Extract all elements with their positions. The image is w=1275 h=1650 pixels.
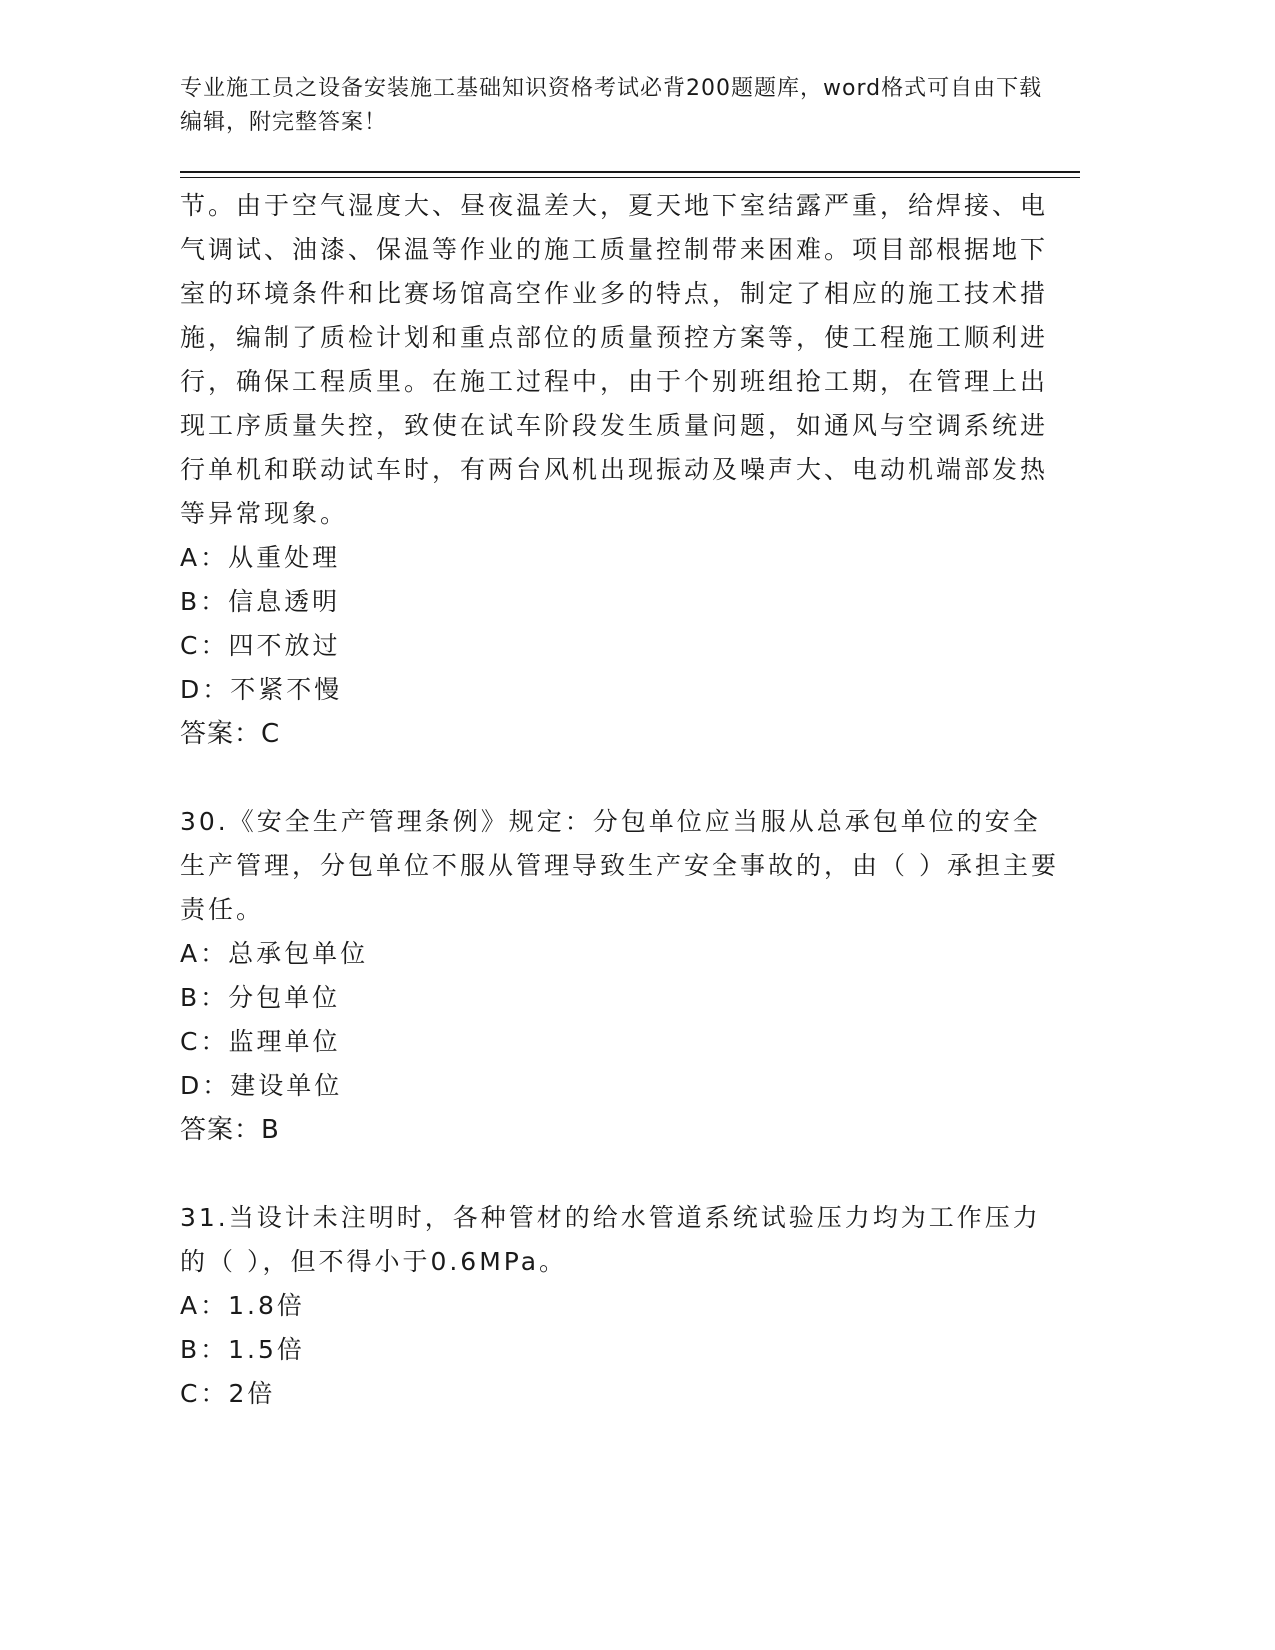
question-stem: 30.《安全生产管理条例》规定：分包单位应当服从总承包单位的安全生产管理，分包单位不服从管理导致生产安全事故的，由（ ）承担主要责任。 <box>180 807 1059 924</box>
spacer <box>180 1152 1060 1196</box>
document-header: 专业施工员之设备安装施工基础知识资格考试必背200题题库，word格式可自由下载编辑，附完整答案！ <box>180 76 1043 135</box>
answer-line: 答案：C <box>180 719 281 749</box>
document-body <box>180 184 1060 1416</box>
option-c: C：监理单位 <box>180 1027 341 1056</box>
option-c: C：四不放过 <box>180 631 341 660</box>
option-b: B：信息透明 <box>180 587 341 616</box>
option-b: B：1.5倍 <box>180 1335 305 1364</box>
option-a: A：1.8倍 <box>180 1291 305 1320</box>
question-29 <box>180 184 1060 756</box>
option-d: D：建设单位 <box>180 1071 343 1100</box>
spacer <box>180 756 1060 800</box>
option-d: D：不紧不慢 <box>180 675 343 704</box>
header-divider-thick <box>180 171 1080 173</box>
question-stem: 31.当设计未注明时，各种管材的给水管道系统试验压力均为工作压力的（ ），但不得小于0.6MPa。 <box>180 1203 1041 1276</box>
answer-line: 答案：B <box>180 1115 280 1145</box>
option-a: A：从重处理 <box>180 543 341 572</box>
option-b: B：分包单位 <box>180 983 341 1012</box>
question-30 <box>180 800 1060 1152</box>
option-a: A：总承包单位 <box>180 939 369 968</box>
option-c: C：2倍 <box>180 1379 276 1408</box>
header-divider-thin <box>180 177 1080 178</box>
question-stem: 节。由于空气湿度大、昼夜温差大，夏天地下室结露严重，给焊接、电气调试、油漆、保温等作业的施工质量控制带来困难。项目部根据地下室的环境条件和比赛场馆高空作业多的特点，制定了相应的施工技术措施，编制了质检计划和重点部位的质量预控方案等，使工程施工顺利进行，确保工程质里。在施工过程中，由于个别班组抢工期，在管理上出现工序质量失控，致使在试车阶段发生质量问题，如通风与空调系统进行单机和联动试车时，有两台风机出现振动及噪声大、电动机端部发热等异常现象。 <box>180 191 1049 528</box>
question-31 <box>180 1196 1060 1416</box>
